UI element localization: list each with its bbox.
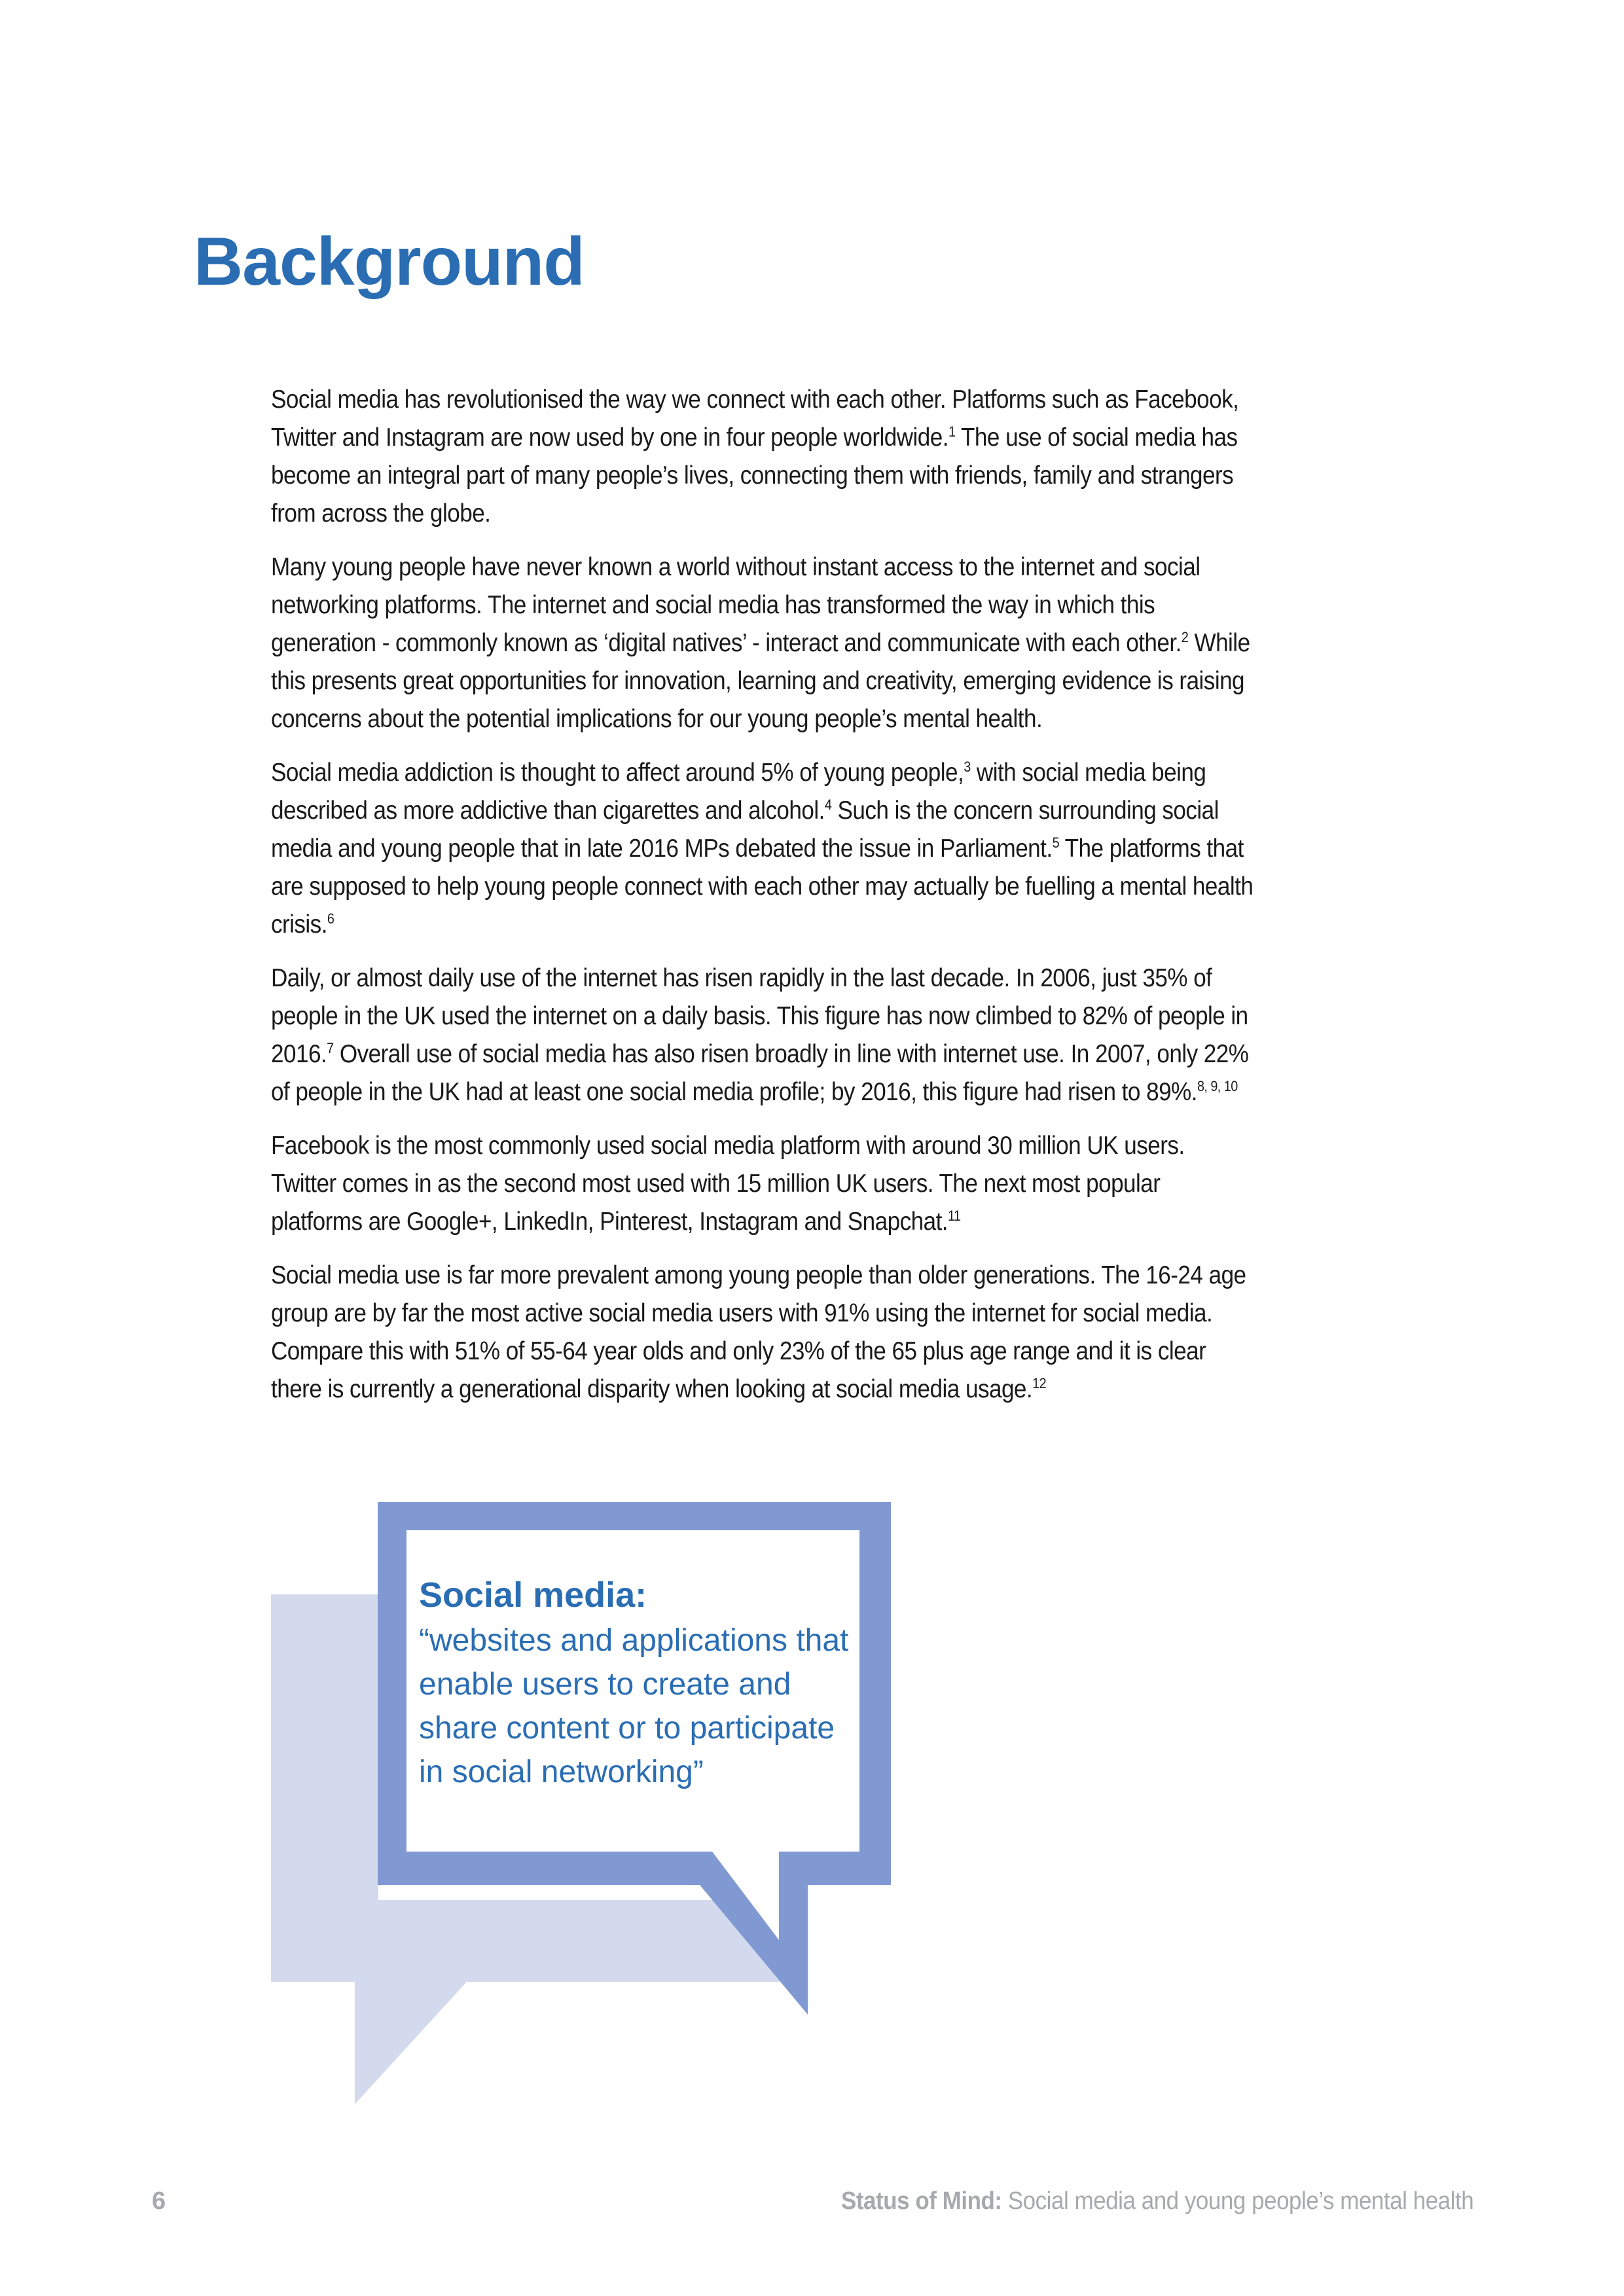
footnote-ref: 11	[948, 1208, 961, 1224]
callout-heading: Social media:	[419, 1575, 647, 1615]
footnote-ref: 2	[1181, 629, 1189, 645]
page-number: 6	[152, 2187, 166, 2215]
footer-doc-title-rest: Social media and young people’s mental health	[1001, 2187, 1473, 2215]
footer-doc-title-bold: Status of Mind:	[840, 2187, 1002, 2215]
footnote-ref: 7	[327, 1040, 334, 1056]
footer-doc-title	[841, 2187, 1473, 2215]
body-text-run: Social media addiction is thought to affect around 5% of young people,	[271, 759, 964, 787]
body-text-run: While this presents great opportunities for innovation, learning and creativity, emerging evidence is raising concerns about the potential implications for our young people’s mental health.	[271, 629, 1250, 733]
page-title: Background	[194, 224, 585, 300]
footnote-ref: 6	[327, 910, 334, 927]
body-text-run: Many young people have never known a world without instant access to the internet and social networking platforms. The internet and social media has transformed the way in which this generation - commonly known as ‘digital natives’ - interact and communicate with each other.	[271, 553, 1200, 657]
body-text-run: Social media use is far more prevalent among young people than older generations. The 16-24 age group are by far the most active social media users with 91% using the internet for social media. Compare this with 51% of 55-64 year olds and only 23% of the 65 plus age range and it is clear there is currently a generational disparity when looking at social media usage.	[271, 1261, 1246, 1403]
body-text-run: The use of social media has become an integral part of many people’s lives, connecting them with friends, family and strangers from across the globe.	[271, 423, 1238, 528]
footnote-ref: 1	[948, 423, 956, 440]
definition-callout	[419, 1573, 864, 1794]
body-text-run: Overall use of social media has also risen broadly in line with internet use. In 2007, only 22% of people in the UK had at least one social media profile; by 2016, this figure had risen to 89%.	[271, 1040, 1249, 1106]
body-text-run: Facebook is the most commonly used social media platform with around 30 million UK users. Twitter comes in as the second most used with 15 million UK users. The next most popular platforms are Google+, LinkedIn, Pinterest, Instagram and Snapchat.	[271, 1132, 1185, 1236]
callout-quote: “websites and applications that enable users to create and share content or to participate in social networking”	[419, 1623, 849, 1789]
footnote-ref: 12	[1032, 1375, 1047, 1391]
body-text-run: Such is the concern surrounding social media and young people that in late 2016 MPs debated the issue in Parliament.	[271, 797, 1219, 863]
footnote-ref: 3	[964, 759, 971, 775]
footnote-ref: 5	[1052, 834, 1060, 851]
footnote-ref: 8, 9, 10	[1197, 1078, 1238, 1094]
body-text-run: Daily, or almost daily use of the internet has risen rapidly in the last decade. In 2006, just 35% of people in the UK used the internet on a daily basis. This figure has now climbed to 82% of people in 2016.	[271, 964, 1248, 1068]
footnote-ref: 4	[824, 797, 832, 813]
body-text-run: The platforms that are supposed to help young people connect with each other may actually be fuelling a mental health crisis.	[271, 834, 1254, 939]
body-text-run: with social media being described as more addictive than cigarettes and alcohol.	[271, 759, 1206, 825]
body-text-run: Social media has revolutionised the way we connect with each other. Platforms such as Facebook, Twitter and Instagram are now used by one in four people worldwide.	[271, 386, 1239, 452]
